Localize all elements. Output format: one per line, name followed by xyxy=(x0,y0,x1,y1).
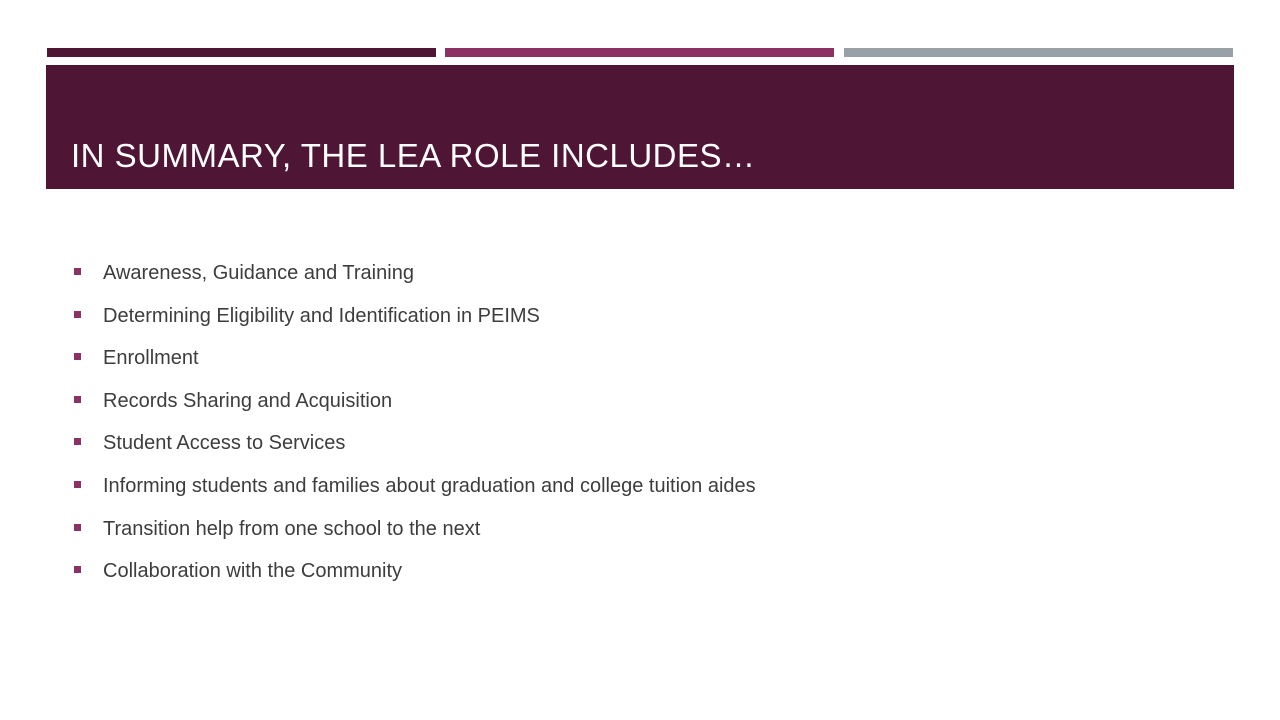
list-item xyxy=(72,471,1172,514)
bullet-text: Transition help from one school to the next xyxy=(103,517,481,540)
bullet-text: Enrollment xyxy=(103,347,199,370)
slide-title: IN SUMMARY, THE LEA ROLE INCLUDES… xyxy=(71,137,756,174)
accent-bar-middle xyxy=(445,48,834,57)
list-item xyxy=(72,258,1172,301)
list-item xyxy=(72,301,1172,344)
square-bullet-icon xyxy=(74,481,81,488)
list-item xyxy=(72,514,1172,557)
square-bullet-icon xyxy=(74,566,81,573)
bullet-text: Determining Eligibility and Identification in PEIMS xyxy=(103,304,540,327)
bullet-list xyxy=(72,258,1172,599)
bullet-text: Informing students and families about graduation and college tuition aides xyxy=(103,474,756,497)
square-bullet-icon xyxy=(74,353,81,360)
square-bullet-icon xyxy=(74,396,81,403)
accent-bar-right xyxy=(844,48,1233,57)
square-bullet-icon xyxy=(74,438,81,445)
accent-bar-left xyxy=(47,48,436,57)
bullet-text: Student Access to Services xyxy=(103,432,346,455)
square-bullet-icon xyxy=(74,268,81,275)
bullet-text: Records Sharing and Acquisition xyxy=(103,389,393,412)
list-item xyxy=(72,343,1172,386)
bullet-text: Awareness, Guidance and Training xyxy=(103,262,414,284)
square-bullet-icon xyxy=(74,524,81,531)
square-bullet-icon xyxy=(74,311,81,318)
list-item xyxy=(72,428,1172,471)
title-band xyxy=(46,65,1234,189)
list-item xyxy=(72,556,1172,599)
bullet-text: Collaboration with the Community xyxy=(103,560,403,583)
list-item xyxy=(72,386,1172,429)
